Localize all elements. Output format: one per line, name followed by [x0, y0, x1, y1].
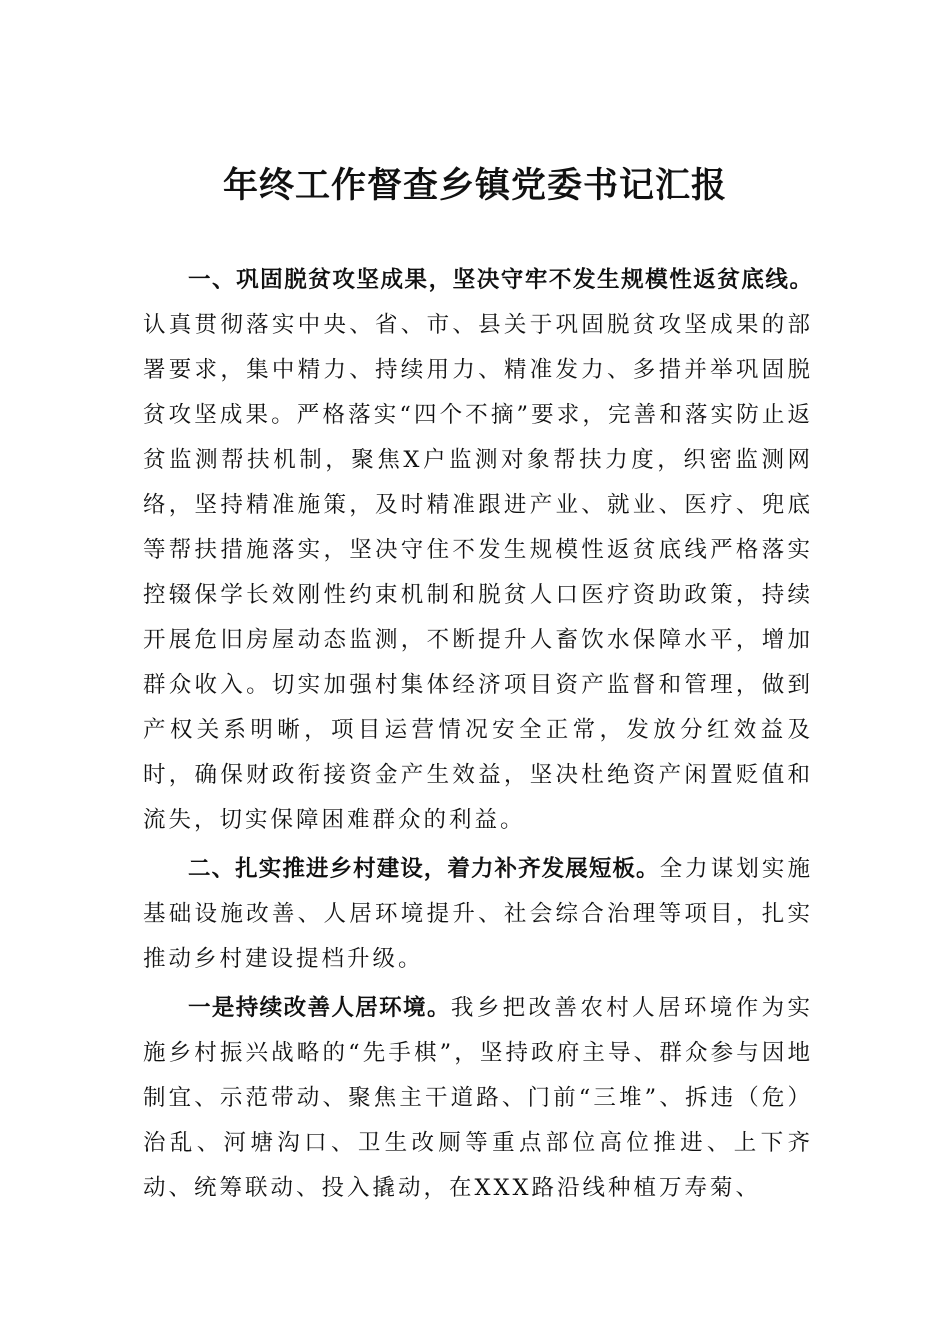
paragraph-text: 认真贯彻落实中央、省、市、县关于巩固脱贫攻坚成果的部署要求，集中精力、持续用力、精准发力、多措并举巩固脱贫攻坚成果。严格落实“四个不摘”要求，完善和落实防止返贫监测帮扶机制，聚焦X户监测对象帮扶力度，织密监测网络，坚持精准施策，及时精准跟进产业、就业、医疗、兜底等帮扶措施落实，坚决守住不发生规模性返贫底线严格落实控辍保学长效刚性约束机制和脱贫人口医疗资助政策，持续开展危旧房屋动态监测，不断提升人畜饮水保障水平，增加群众收入。切实加强村集体经济项目资产监督和管理，做到产权关系明晰，项目运营情况安全正常，发放分红效益及时，确保财政衔接资金产生效益，坚决杜绝资产闲置贬值和流失，切实保障困难群众的利益。 [143, 312, 813, 833]
paragraph-1 [143, 258, 813, 843]
paragraph-heading: 二、扎实推进乡村建设，着力补齐发展短板。 [188, 856, 660, 882]
document-body [143, 258, 813, 1215]
paragraph-text: 全力谋划实施基础设施改善、人居环境提升、社会综合治理等项目，扎实推动乡村建设提档升级。 [143, 856, 813, 972]
document-title: 年终工作督查乡镇党委书记汇报 [222, 165, 727, 206]
paragraph-text: 我乡把改善农村人居环境作为实施乡村振兴战略的“先手棋”，坚持政府主导、群众参与因地制宜、示范带动、聚焦主干道路、门前“三堆”、拆违（危）治乱、河塘沟口、卫生改厕等重点部位高位推进、上下齐动、统筹联动、投入撬动，在XXX路沿线种植万寿菊、 [143, 995, 813, 1201]
paragraph-3 [143, 986, 813, 1211]
paragraph-heading: 一、巩固脱贫攻坚成果，坚决守牢不发生规模性返贫底线。 [188, 267, 813, 293]
paragraph-2 [143, 847, 813, 982]
paragraph-heading: 一是持续改善人居环境。 [188, 995, 451, 1021]
